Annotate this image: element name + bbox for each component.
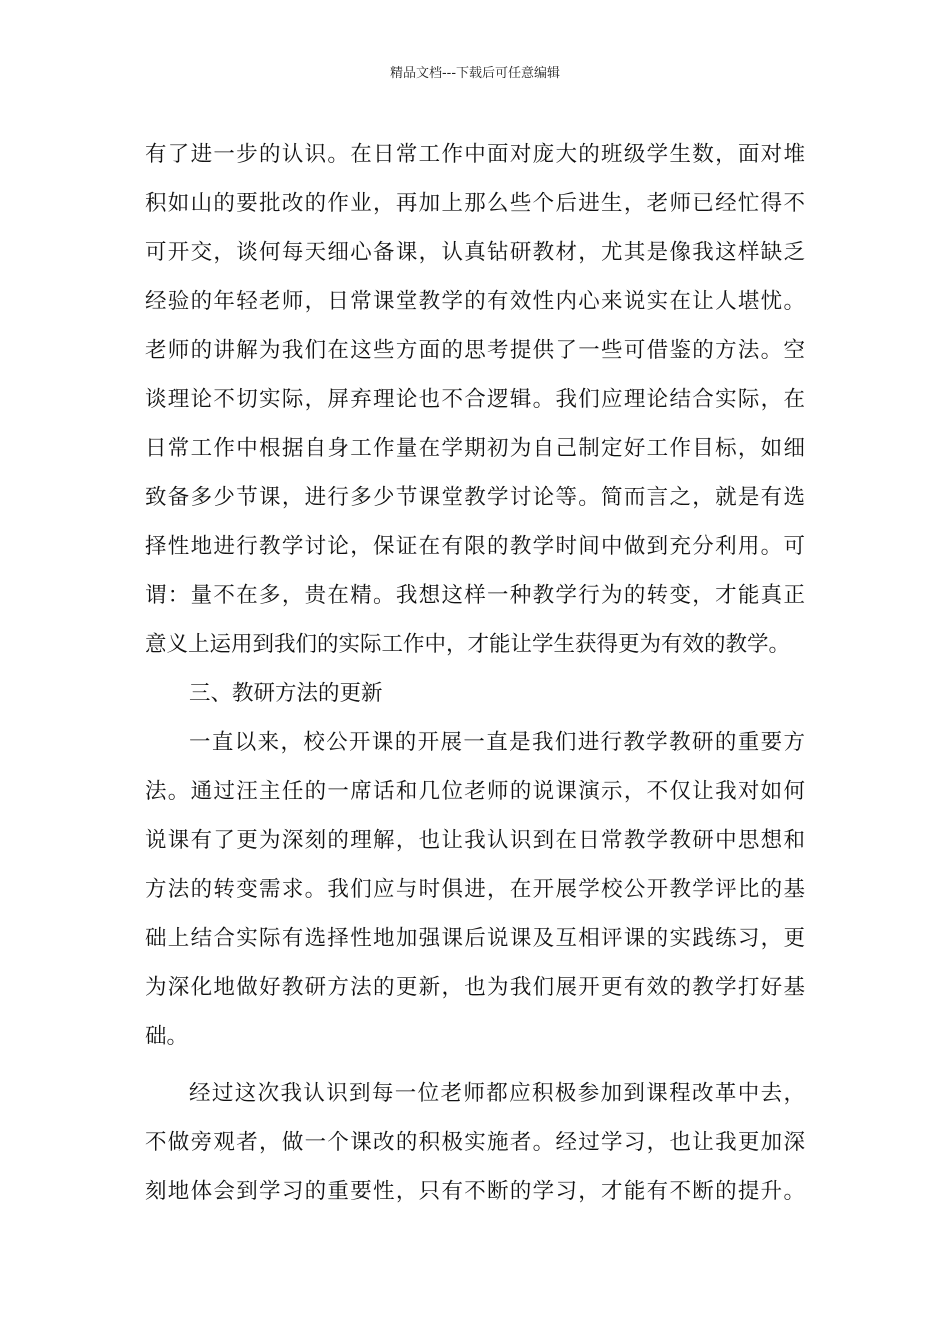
text-line: 说课有了更为深刻的理解，也让我认识到在日常教学教研中思想和 [145,828,805,853]
text-line: 一直以来，校公开课的开展一直是我们进行教学教研的重要方 [189,730,805,755]
text-line: 为深化地做好教研方法的更新，也为我们展开更有效的教学打好基 [145,975,805,1000]
text-line: 不做旁观者，做一个课改的积极实施者。经过学习，也让我更加深 [145,1130,805,1155]
text-line: 老师的讲解为我们在这些方面的思考提供了一些可借鉴的方法。空 [145,338,805,363]
text-line: 可开交，谈何每天细心备课，认真钻研教材，尤其是像我这样缺乏 [145,240,805,265]
text-line: 法。通过汪主任的一席话和几位老师的说课演示，不仅让我对如何 [145,779,805,804]
text-line: 致备多少节课，进行多少节课堂教学讨论等。简而言之，就是有选 [145,485,805,510]
text-line: 经过这次我认识到每一位老师都应积极参加到课程改革中去， [189,1081,805,1106]
text-line: 谈理论不切实际，屏弃理论也不合逻辑。我们应理论结合实际，在 [145,387,805,412]
text-line: 础。 [145,1024,189,1049]
paragraph-gap [145,1061,805,1069]
text-line: 日常工作中根据自身工作量在学期初为自己制定好工作目标，如细 [145,436,805,461]
text-line: 积如山的要批改的作业，再加上那么些个后进生，老师已经忙得不 [145,191,805,216]
document-body [145,130,805,1216]
text-line: 意义上运用到我们的实际工作中，才能让学生获得更为有效的教学。 [145,632,791,657]
text-line: 有了进一步的认识。在日常工作中面对庞大的班级学生数，面对堆 [145,142,805,167]
section-heading: 三、教研方法的更新 [189,681,383,706]
text-line: 础上结合实际有选择性地加强课后说课及互相评课的实践练习，更 [145,926,805,951]
text-line: 刻地体会到学习的重要性，只有不断的学习，才能有不断的提升。 [145,1179,805,1204]
text-line: 择性地进行教学讨论，保证在有限的教学时间中做到充分利用。可 [145,534,805,559]
text-line: 方法的转变需求。我们应与时俱进，在开展学校公开教学评比的基 [145,877,805,902]
text-line: 经验的年轻老师，日常课堂教学的有效性内心来说实在让人堪忧。 [145,289,805,314]
text-line: 谓：量不在多，贵在精。我想这样一种教学行为的转变，才能真正 [145,583,805,608]
page-header: 精品文档---下载后可任意编辑 [389,66,561,81]
